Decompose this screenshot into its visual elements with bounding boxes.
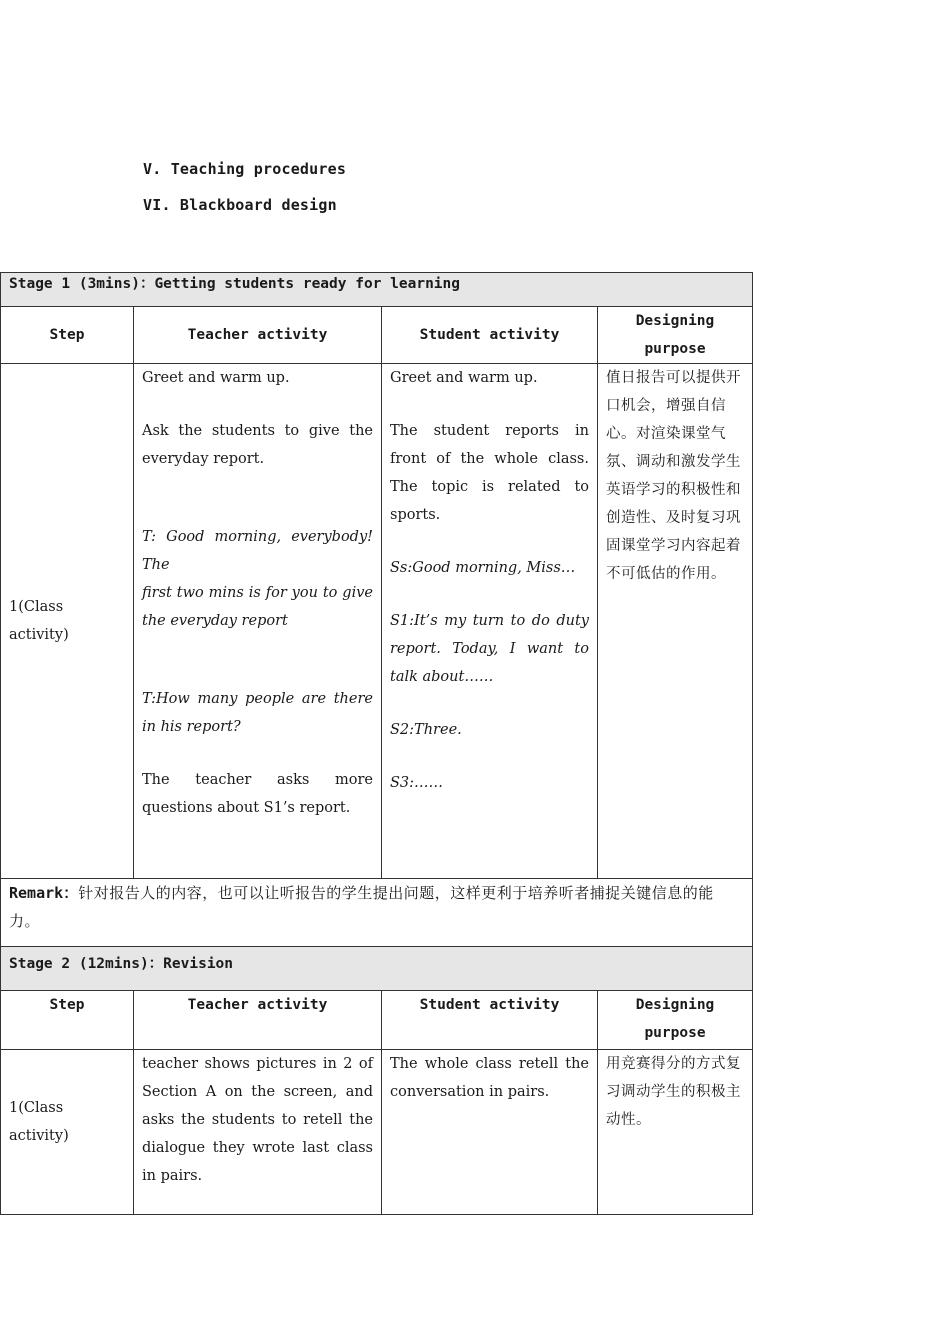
header-step: Step bbox=[1, 307, 134, 364]
student-line: The student reports in front of the whole class. The topic is related to sports. bbox=[390, 423, 589, 523]
student-line: S2:Three. bbox=[390, 722, 462, 738]
header-step: Step bbox=[1, 991, 134, 1050]
teacher-line: The teacher asks more questions about S1’s report. bbox=[142, 772, 373, 816]
stage2-title-row bbox=[1, 947, 753, 991]
stage1-title-row bbox=[1, 273, 753, 307]
header-student-activity: Student activity bbox=[382, 307, 598, 364]
stage1-step: 1(Class activity) bbox=[1, 364, 134, 879]
stage1-table bbox=[0, 272, 753, 947]
stage2-teacher-activity: teacher shows pictures in 2 of Section A on the screen, and asks the students to retell the dialogue they wrote last class in pairs. bbox=[134, 1050, 382, 1215]
stage2-table bbox=[0, 946, 753, 1215]
teacher-line: first two mins is for you to give the everyday report bbox=[142, 585, 373, 629]
stage1-activity-row bbox=[1, 364, 753, 879]
header-student-activity: Student activity bbox=[382, 991, 598, 1050]
stage2-header-row bbox=[1, 991, 753, 1050]
stage1-title: Stage 1 (3mins)：Getting students ready for learning bbox=[1, 273, 753, 307]
teacher-line: T: Good morning, everybody! The bbox=[142, 529, 373, 573]
stage2-title: Stage 2 (12mins)：Revision bbox=[1, 947, 753, 991]
stage1-header-row bbox=[1, 307, 753, 364]
student-line: S3:…… bbox=[390, 775, 444, 791]
header-teacher-activity: Teacher activity bbox=[134, 307, 382, 364]
stage2-designing-purpose: 用竞赛得分的方式复习调动学生的积极主动性。 bbox=[598, 1050, 753, 1215]
stage2-student-activity: The whole class retell the conversation in pairs. bbox=[382, 1050, 598, 1215]
teacher-line: Greet and warm up. bbox=[142, 370, 290, 386]
teacher-line: T:How many people are there in his report? bbox=[142, 691, 373, 735]
student-line: Greet and warm up. bbox=[390, 370, 538, 386]
section-heading-blackboard: VI. Blackboard design bbox=[143, 196, 337, 214]
stage2-step: 1(Class activity) bbox=[1, 1050, 134, 1215]
student-line: S1:It’s my turn to do duty report. Today, I want to talk about…… bbox=[390, 613, 589, 685]
stage1-remark bbox=[1, 879, 753, 947]
stage2-activity-row bbox=[1, 1050, 753, 1215]
stage1-designing-purpose: 值日报告可以提供开口机会，增强自信心。对渲染课堂气氛、调动和激发学生英语学习的积极性和创造性、及时复习巩固课堂学习内容起着不可低估的作用。 bbox=[598, 364, 753, 879]
section-heading-procedures: V. Teaching procedures bbox=[143, 160, 347, 178]
header-designing-purpose: Designing purpose bbox=[598, 991, 753, 1050]
remark-label: Remark： bbox=[9, 884, 79, 902]
remark-text: 针对报告人的内容，也可以让听报告的学生提出问题，这样更利于培养听者捕捉关键信息的能力。 bbox=[9, 884, 714, 930]
stage1-student-activity bbox=[382, 364, 598, 879]
header-teacher-activity: Teacher activity bbox=[134, 991, 382, 1050]
student-line: Ss:Good morning, Miss… bbox=[390, 560, 576, 576]
stage1-remark-row bbox=[1, 879, 753, 947]
stage1-teacher-activity bbox=[134, 364, 382, 879]
header-designing-purpose: Designing purpose bbox=[598, 307, 753, 364]
teacher-line: Ask the students to give the everyday report. bbox=[142, 423, 373, 467]
